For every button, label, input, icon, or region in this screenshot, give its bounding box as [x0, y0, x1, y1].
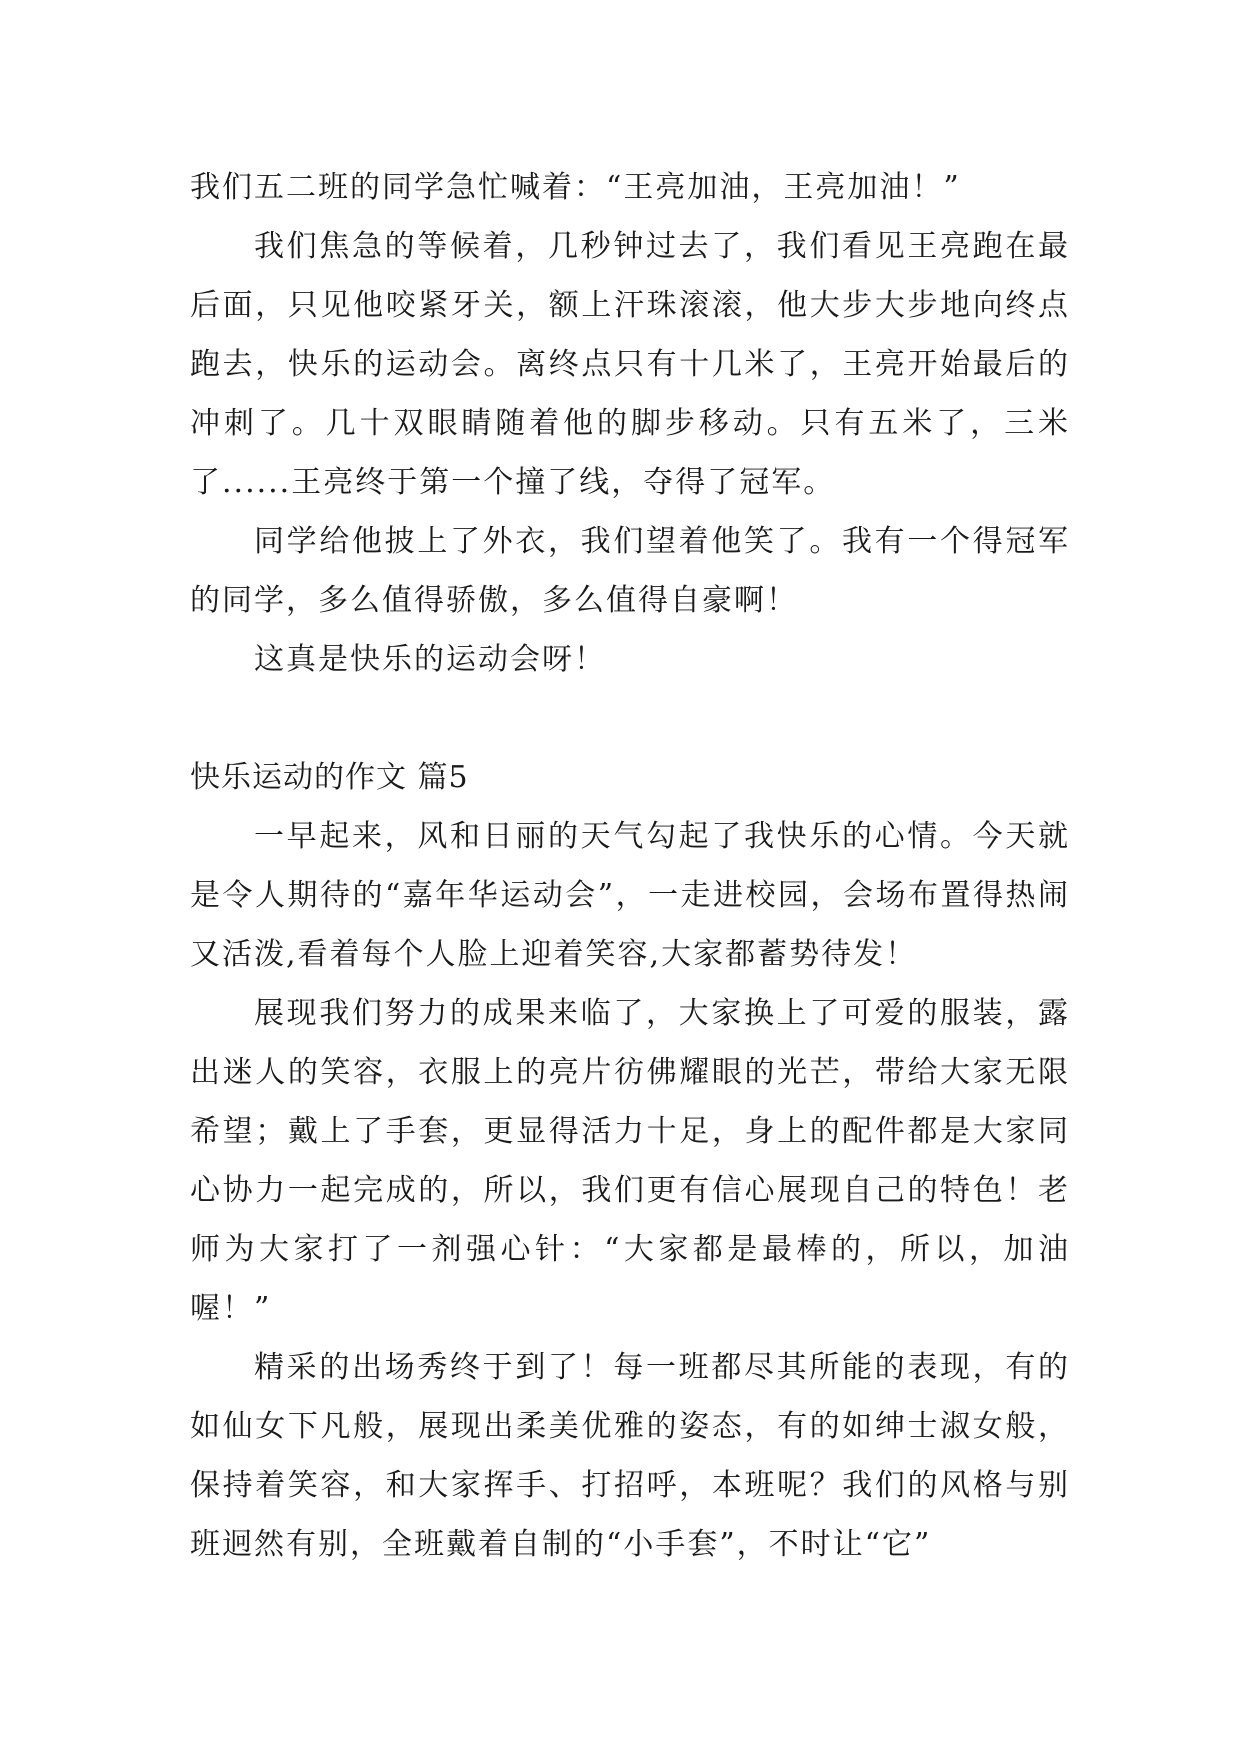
paragraph-3: 同学给他披上了外衣，我们望着他笑了。我有一个得冠军的同学，多么值得骄傲，多么值得自豪啊！ — [190, 524, 1070, 618]
paragraph-1: 我们五二班的同学急忙喊着：“王亮加油，王亮加油！” — [190, 170, 961, 205]
paragraph-4: 这真是快乐的运动会呀！ — [254, 642, 606, 677]
paragraph-6: 展现我们努力的成果来临了，大家换上了可爱的服装，露出迷人的笑容，衣服上的亮片彷佛耀眼的光芒，带给大家无限希望；戴上了手套，更显得活力十足，身上的配件都是大家同心协力一起完成的，所以，我们更有信心展现自己的特色！老师为大家打了一剂强心针：“大家都是最棒的，所以，加油喔！” — [190, 996, 1070, 1326]
paragraph-2: 我们焦急的等候着，几秒钟过去了，我们看见王亮跑在最后面，只见他咬紧牙关，额上汗珠滚滚，他大步大步地向终点跑去，快乐的运动会。离终点只有十几米了，王亮开始最后的冲刺了。几十双眼睛随着他的脚步移动。只有五米了，三米了......王亮终于第一个撞了线，夺得了冠军。 — [190, 229, 1070, 500]
document-body — [190, 158, 1070, 1574]
section-spacer — [190, 689, 1070, 748]
paragraph-7: 精采的出场秀终于到了！每一班都尽其所能的表现，有的如仙女下凡般，展现出柔美优雅的姿态，有的如绅士淑女般，保持着笑容，和大家挥手、打招呼，本班呢？我们的风格与别班迥然有别，全班戴着自制的“小手套”，不时让“它” — [190, 1350, 1070, 1562]
section-heading: 快乐运动的作文 篇5 — [190, 760, 469, 795]
paragraph-5: 一早起来，风和日丽的天气勾起了我快乐的心情。今天就是令人期待的“嘉年华运动会”，一走进校园，会场布置得热闹又活泼,看着每个人脸上迎着笑容,大家都蓄势待发！ — [190, 819, 1070, 972]
